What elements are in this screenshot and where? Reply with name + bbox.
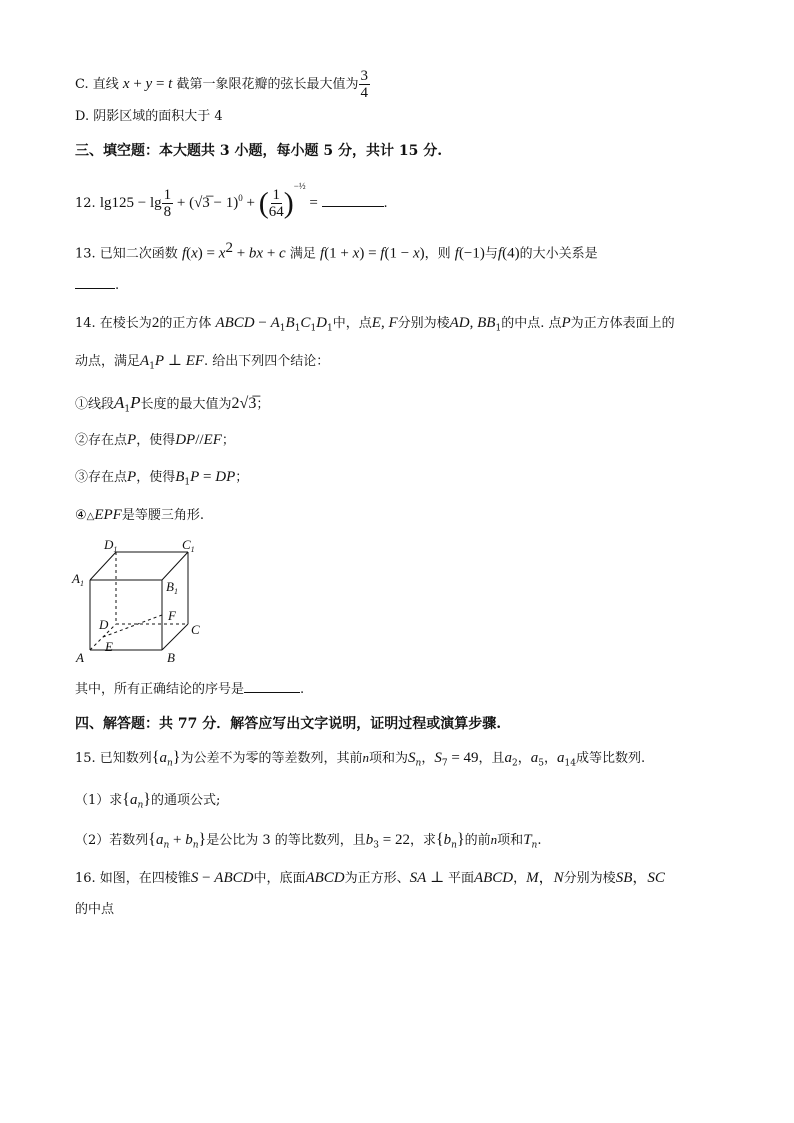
label-F: F [168,608,176,623]
answer-blank-12 [322,206,384,207]
question-14-line2: 动点，满足$A_1P$ ⊥ EF. 给出下列四个结论： [75,353,330,372]
option-c-text: 截第一象限花瓣的弦长最大值为 [176,77,359,92]
option-c: C. 直线 x + y = t 截第一象限花瓣的弦长最大值为 $\frac{3}{4}$ [75,68,368,101]
question-13-answer: . [75,276,119,296]
conclusion-1: ①线段$A_1P$长度的最大值为2√3̅； [75,393,270,415]
question-13: 13. 已知二次函数 $f(x) = x^2$ + bx + c 满足 f(1 + x) = f(1 − x)，则 f(−1)与f(4)的大小关系是 [75,240,598,262]
label-D: D [99,617,109,632]
question-16-line2: 的中点 [75,902,115,917]
conclusion-3: ③存在点P，使得$B_1P$ = DP； [75,469,249,488]
label-B1: $B_1$ [166,579,178,596]
question-14: 14. 在棱长为2的正方体 ABCD − $A_1B_1C_1D_1$中，点E, F分别为棱AD, $BB_1$的中点. 点P为正方体表面上的 [75,315,675,334]
section-3-heading: 三、填空题：本大题共 3 小题，每小题 5 分，共计 15 分. [75,143,443,159]
label-C: C [191,622,200,637]
question-15-part1: （1）求$\{a_n\}$的通项公式; [75,791,221,811]
question-12-number: 12. [75,196,96,211]
option-c-prefix: C. 直线 [75,77,119,92]
label-A: A [76,650,84,665]
question-16: 16. 如图，在四棱锥S − ABCD中，底面ABCD为正方形、SA ⊥ 平面ABCD，M，N分别为棱SB，SC [75,870,665,886]
math-q12-expression: lg125 − lg $\frac{1}{8}$ + (√3̅ − 1)$^0$ + ( $\frac{1}{64}$ )$^{-\frac{1}{2}}$ = [99,181,322,221]
question-15: 15. 已知数列$\{a_n\}$为公差不为零的等差数列，其前n项和为$S_n$，$S_7 = 49$，且$a_2$，$a_5$，$a_{14}$成等比数列. [75,749,646,769]
fraction-3-4: $\frac{3}{4}$ [360,68,368,101]
question-14-answer: 其中，所有正确结论的序号是 . [75,682,305,697]
label-D1: $D_1$ [104,537,118,554]
math-f-x: f [181,245,187,262]
question-15-part2: （2）若数列$\{a_n + b_n\}$是公比为 3 的等比数列，且$b_3 = 22$，求$\{b_n\}$的前n项和$T_n$. [75,831,542,851]
section-4-heading: 四、解答题：共 77 分．解答应写出文字说明，证明过程或演算步骤. [75,716,502,732]
answer-blank-14 [244,692,300,693]
label-A1: $A_1$ [72,571,84,588]
conclusion-2: ②存在点P，使得DP//EF； [75,432,235,448]
math-cube-name: ABCD [215,315,255,331]
option-d [75,107,223,127]
math-line-equation: x [122,76,130,92]
question-12: 12. lg125 − lg $\frac{1}{8}$ + (√3̅ − 1)$^0$ + ( $\frac{1}{64}$ )$^{-\frac{1}{2}}$ = . [75,181,388,221]
math-symmetry: f [320,245,325,262]
label-C1: $C_1$ [182,537,195,554]
answer-blank-13 [75,288,115,289]
option-d-text: D. 阴影区域的面积大于 4 [75,109,223,124]
label-B: B [167,650,175,665]
conclusion-4: ④△EPF是等腰三角形. [75,507,204,523]
cube-figure [70,535,210,670]
label-E: E [105,639,113,654]
